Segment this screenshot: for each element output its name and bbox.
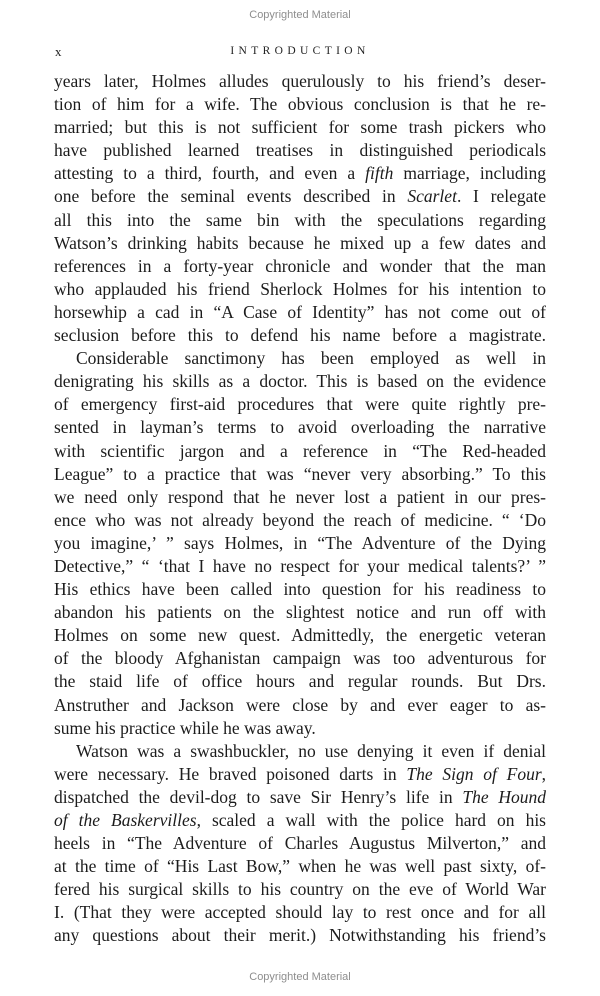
text-line (54, 786, 546, 809)
italic-text-run: The Sign of Four (406, 763, 542, 784)
text-line (54, 232, 546, 255)
text-run: , (541, 763, 547, 784)
text-line (54, 924, 546, 947)
paragraph (54, 347, 546, 740)
text-line (54, 162, 546, 185)
text-line (54, 532, 546, 555)
text-run: seclusion before this to defend his name before a magistrate. (54, 325, 546, 346)
text-run: we need only respond that he never lost a patient in our pres- (54, 486, 546, 507)
text-run: Anstruther and Jackson were close by and ever eager to as- (54, 694, 546, 715)
text-run: League” to a practice that was “never very absorbing.” To this (54, 463, 546, 484)
text-run: Watson’s drinking habits because he mixed up a few dates and (54, 232, 546, 253)
text-line (54, 278, 546, 301)
text-run: all this into the same bin with the speculations regarding (54, 209, 546, 230)
text-line (54, 70, 546, 93)
text-run: fered his surgical skills to his country on the eve of World War (54, 879, 546, 900)
text-line (54, 509, 546, 532)
text-line (54, 624, 546, 647)
text-line (54, 416, 546, 439)
text-run: Considerable sanctimony has been employed as well in (76, 348, 546, 369)
page-number: x (55, 44, 62, 59)
italic-text-run: of the Baskervilles (54, 810, 197, 830)
text-run: Watson was a swashbuckler, no use denying it even if denial (76, 740, 546, 761)
text-line (54, 301, 546, 324)
text-line (54, 139, 546, 162)
text-run: horsewhip a cad in “A Case of Identity” has not come out of (54, 301, 546, 322)
text-run: of the bloody Afghanistan campaign was too adventurous for (54, 648, 546, 669)
text-run: His ethics have been called into question for his readiness to (54, 579, 546, 600)
text-run: who applauded his friend Sherlock Holmes for his intention to (54, 278, 546, 299)
text-line (54, 393, 546, 416)
text-line (54, 763, 546, 786)
running-head-title: INTRODUCTION (230, 45, 370, 57)
text-run: abandon his patients on the slightest notice and run off with (54, 602, 546, 623)
text-line (54, 209, 546, 232)
text-run: any questions about their merit.) Notwithstanding his friend’s (54, 925, 546, 946)
text-line (54, 717, 546, 740)
text-run: heels in “The Adventure of Charles Augustus Milverton,” and (54, 833, 546, 854)
text-line (54, 185, 546, 208)
text-run: ence who was not already beyond the reach of medicine. “ ‘Do (54, 509, 546, 530)
text-line (54, 809, 546, 832)
text-line (54, 486, 546, 509)
text-run: Holmes on some new quest. Admittedly, the energetic veteran (54, 625, 546, 646)
text-line (54, 740, 546, 763)
copyright-notice-bottom: Copyrighted Material (249, 971, 351, 983)
text-line (54, 901, 546, 924)
text-line (54, 93, 546, 116)
text-run: were necessary. He braved poisoned darts in (54, 763, 407, 784)
text-run: references in a forty-year chronicle and wonder that the man (54, 255, 546, 276)
text-run: married; but this is not sufficient for some trash pickers who (54, 117, 546, 138)
text-line (54, 116, 546, 139)
text-line (54, 440, 546, 463)
text-line (54, 555, 546, 578)
running-head (54, 43, 546, 59)
text-run: tion of him for a wife. The obvious conclusion is that he re- (54, 94, 546, 115)
italic-text-run: fifth (365, 163, 394, 184)
text-line (54, 647, 546, 670)
text-run: dispatched the devil-dog to save Sir Henry’s life in (54, 786, 463, 807)
text-run: with scientific jargon and a reference in “The Red-headed (54, 440, 546, 461)
text-run: denigrating his skills as a doctor. This is based on the evidence (54, 371, 546, 392)
text-run: years later, Holmes alludes querulously to his friend’s deser- (54, 71, 546, 91)
italic-text-run: The Hound (462, 786, 546, 807)
text-line (54, 832, 546, 855)
text-line (54, 255, 546, 278)
text-line (54, 578, 546, 601)
text-run: have published learned treatises in distinguished periodicals (54, 140, 546, 161)
text-line (54, 878, 546, 901)
copyright-notice-top: Copyrighted Material (249, 9, 351, 21)
text-line (54, 855, 546, 878)
text-line (54, 347, 546, 370)
page-body (54, 70, 546, 948)
paragraph (54, 70, 546, 347)
text-run: you imagine,’ ” says Holmes, in “The Adventure of the Dying (54, 532, 546, 553)
text-run: sented in layman’s terms to avoid overloading the narrative (54, 417, 546, 438)
text-line (54, 370, 546, 393)
text-run: Detective,” “ ‘that I have no respect for your medical talents?’ ” (54, 555, 546, 576)
text-line (54, 670, 546, 693)
paragraph (54, 740, 546, 948)
text-run: the staid life of office hours and regular rounds. But Drs. (54, 671, 546, 692)
text-run: . I relegate (456, 186, 547, 207)
text-line (54, 694, 546, 717)
text-run: marriage, including (393, 163, 546, 184)
italic-text-run: Scarlet (407, 186, 457, 207)
text-line (54, 324, 546, 347)
text-run: at the time of “His Last Bow,” when he was well past sixty, of- (54, 856, 546, 877)
text-run: sume his practice while he was away. (54, 717, 316, 738)
text-run: , scaled a wall with the police hard on his (196, 810, 546, 830)
text-run: I. (That they were accepted should lay to rest once and for all (54, 902, 546, 923)
text-run: one before the seminal events described in (54, 186, 408, 207)
text-run: attesting to a third, fourth, and even a (54, 163, 366, 184)
text-line (54, 601, 546, 624)
text-line (54, 463, 546, 486)
text-run: of emergency first-aid procedures that were quite rightly pre- (54, 394, 546, 415)
